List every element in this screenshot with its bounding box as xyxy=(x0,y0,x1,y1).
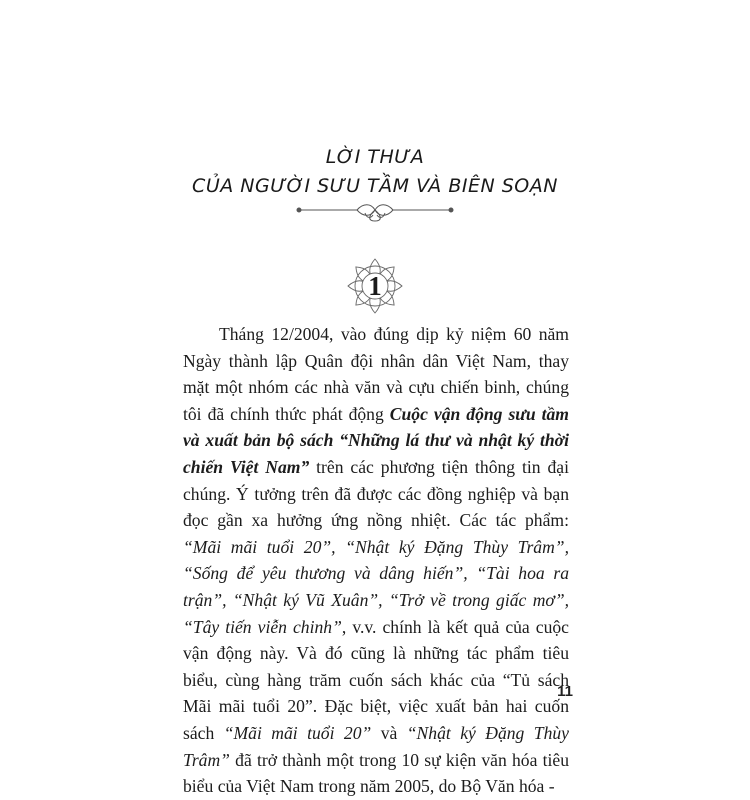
works-list: “Mãi mãi tuổi 20”, “Nhật ký Đặng Thùy Trâm”, “Sống để yêu thương và dâng hiến”, “Tài hoa ra trận”, “Nhật ký Vũ Xuân”, “Trở về trong giấc mơ”, “Tây tiến viễn chinh” xyxy=(183,536,569,637)
text-segment: trên các phương tiện thông tin đại chúng. Ý tưởng trên đã được các đồng nghiệp và bạn đọc gần xa hưởng ứng nồng nhiệt. Các tác phẩm: xyxy=(183,456,569,531)
chapter-emblem xyxy=(345,256,405,316)
page-number: 11 xyxy=(557,683,573,700)
lotus-ornament-icon xyxy=(345,256,405,316)
text-segment: đã trở thành một trong 10 sự kiện văn hóa tiêu biểu của Việt Nam trong năm 2005, do Bộ Văn hóa - xyxy=(183,749,569,797)
book-title: “Mãi mãi tuổi 20” xyxy=(223,722,372,743)
chapter-number: 1 xyxy=(368,271,382,301)
heading-line-1: LỜI THƯA xyxy=(325,146,425,168)
heading-line-2: CỦA NGƯỜI SƯU TẦM VÀ BIÊN SOẠN xyxy=(192,175,558,197)
text-segment: Tháng 12/2004, vào đúng dịp kỷ niệm 60 năm Ngày thành lập Quân đội nhân dân Việt Nam, thay mặt một nhóm các nhà văn và cựu chiến binh, chúng tôi đã chính thức phát động xyxy=(183,324,569,424)
body-paragraph xyxy=(183,321,569,800)
text-segment: và xyxy=(371,722,407,743)
flourish-divider-icon xyxy=(295,201,455,223)
text-segment: , v.v. chính là kết quả của cuộc vận động này. Và đó cũng là những tác phẩm tiêu biểu, cùng hàng trăm cuốn sách khác của “Tủ sách Mãi mãi tuổi 20”. Đặc biệt, việc xuất bản hai cuốn sách xyxy=(183,616,569,743)
campaign-title: Cuộc vận động sưu tầm và xuất bản bộ sách “Những lá thư và nhật ký thời chiến Việt Nam” xyxy=(183,403,569,477)
book-title: “Nhật ký Đặng Thùy Trâm” xyxy=(183,722,569,770)
